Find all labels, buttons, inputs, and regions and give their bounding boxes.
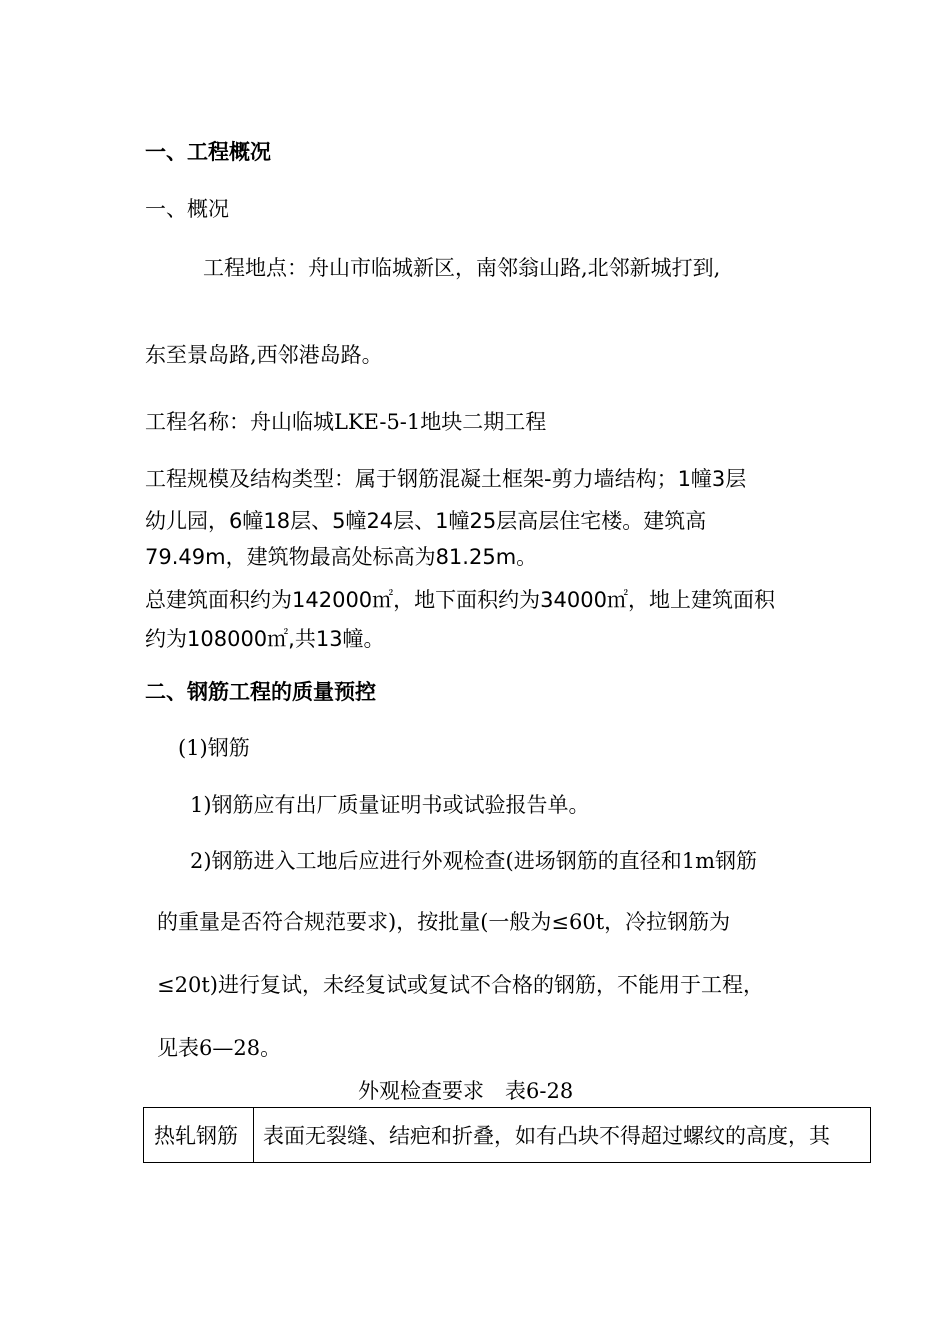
project-location-line-1: 工程地点：舟山市临城新区，南邻翁山路,北邻新城打到,: [203, 256, 721, 280]
table-cell-requirement: 表面无裂缝、结疤和折叠，如有凸块不得超过螺纹的高度，其: [263, 1124, 830, 1148]
project-scale-line-2: 幼儿园，6幢18层、5幢24层、1幢25层高层住宅楼。建筑高: [145, 509, 707, 533]
section-heading-overview: 一、工程概况: [145, 140, 271, 164]
project-scale-line-3: 79.49m，建筑物最高处标高为81.25m。: [145, 545, 538, 569]
table-cell-rebar-type: 热轧钢筋: [144, 1108, 254, 1162]
requirement-2-line-1: 2)钢筋进入工地后应进行外观检查(进场钢筋的直径和1m钢筋: [190, 849, 758, 873]
requirement-2-line-3: ≤20t)进行复试，未经复试或复试不合格的钢筋，不能用于工程，: [157, 973, 764, 997]
floor-area-line-2: 约为108000㎡,共13幢。: [145, 627, 385, 651]
requirement-2-line-4: 见表6—28。: [157, 1036, 282, 1060]
project-location-line-2: 东至景岛路,西邻港岛路。: [145, 343, 383, 367]
section-heading-rebar-quality: 二、钢筋工程的质量预控: [145, 680, 376, 704]
table-caption: 外观检查要求 表6-28: [358, 1079, 574, 1103]
requirement-1: 1)钢筋应有出厂质量证明书或试验报告单。: [190, 793, 590, 817]
project-scale-line-1: 工程规模及结构类型：属于钢筋混凝土框架-剪力墙结构；1幢3层: [145, 467, 747, 491]
subsection-heading-overview: 一、概况: [145, 197, 229, 221]
requirement-2-line-2: 的重量是否符合规范要求)，按批量(一般为≤60t，冷拉钢筋为: [157, 910, 731, 934]
item-heading-rebar: (1)钢筋: [178, 736, 250, 760]
project-name-line: 工程名称：舟山临城LKE-5-1地块二期工程: [145, 410, 547, 434]
floor-area-line-1: 总建筑面积约为142000㎡，地下面积约为34000㎡，地上建筑面积: [145, 588, 775, 612]
inspection-table: [143, 1107, 871, 1163]
